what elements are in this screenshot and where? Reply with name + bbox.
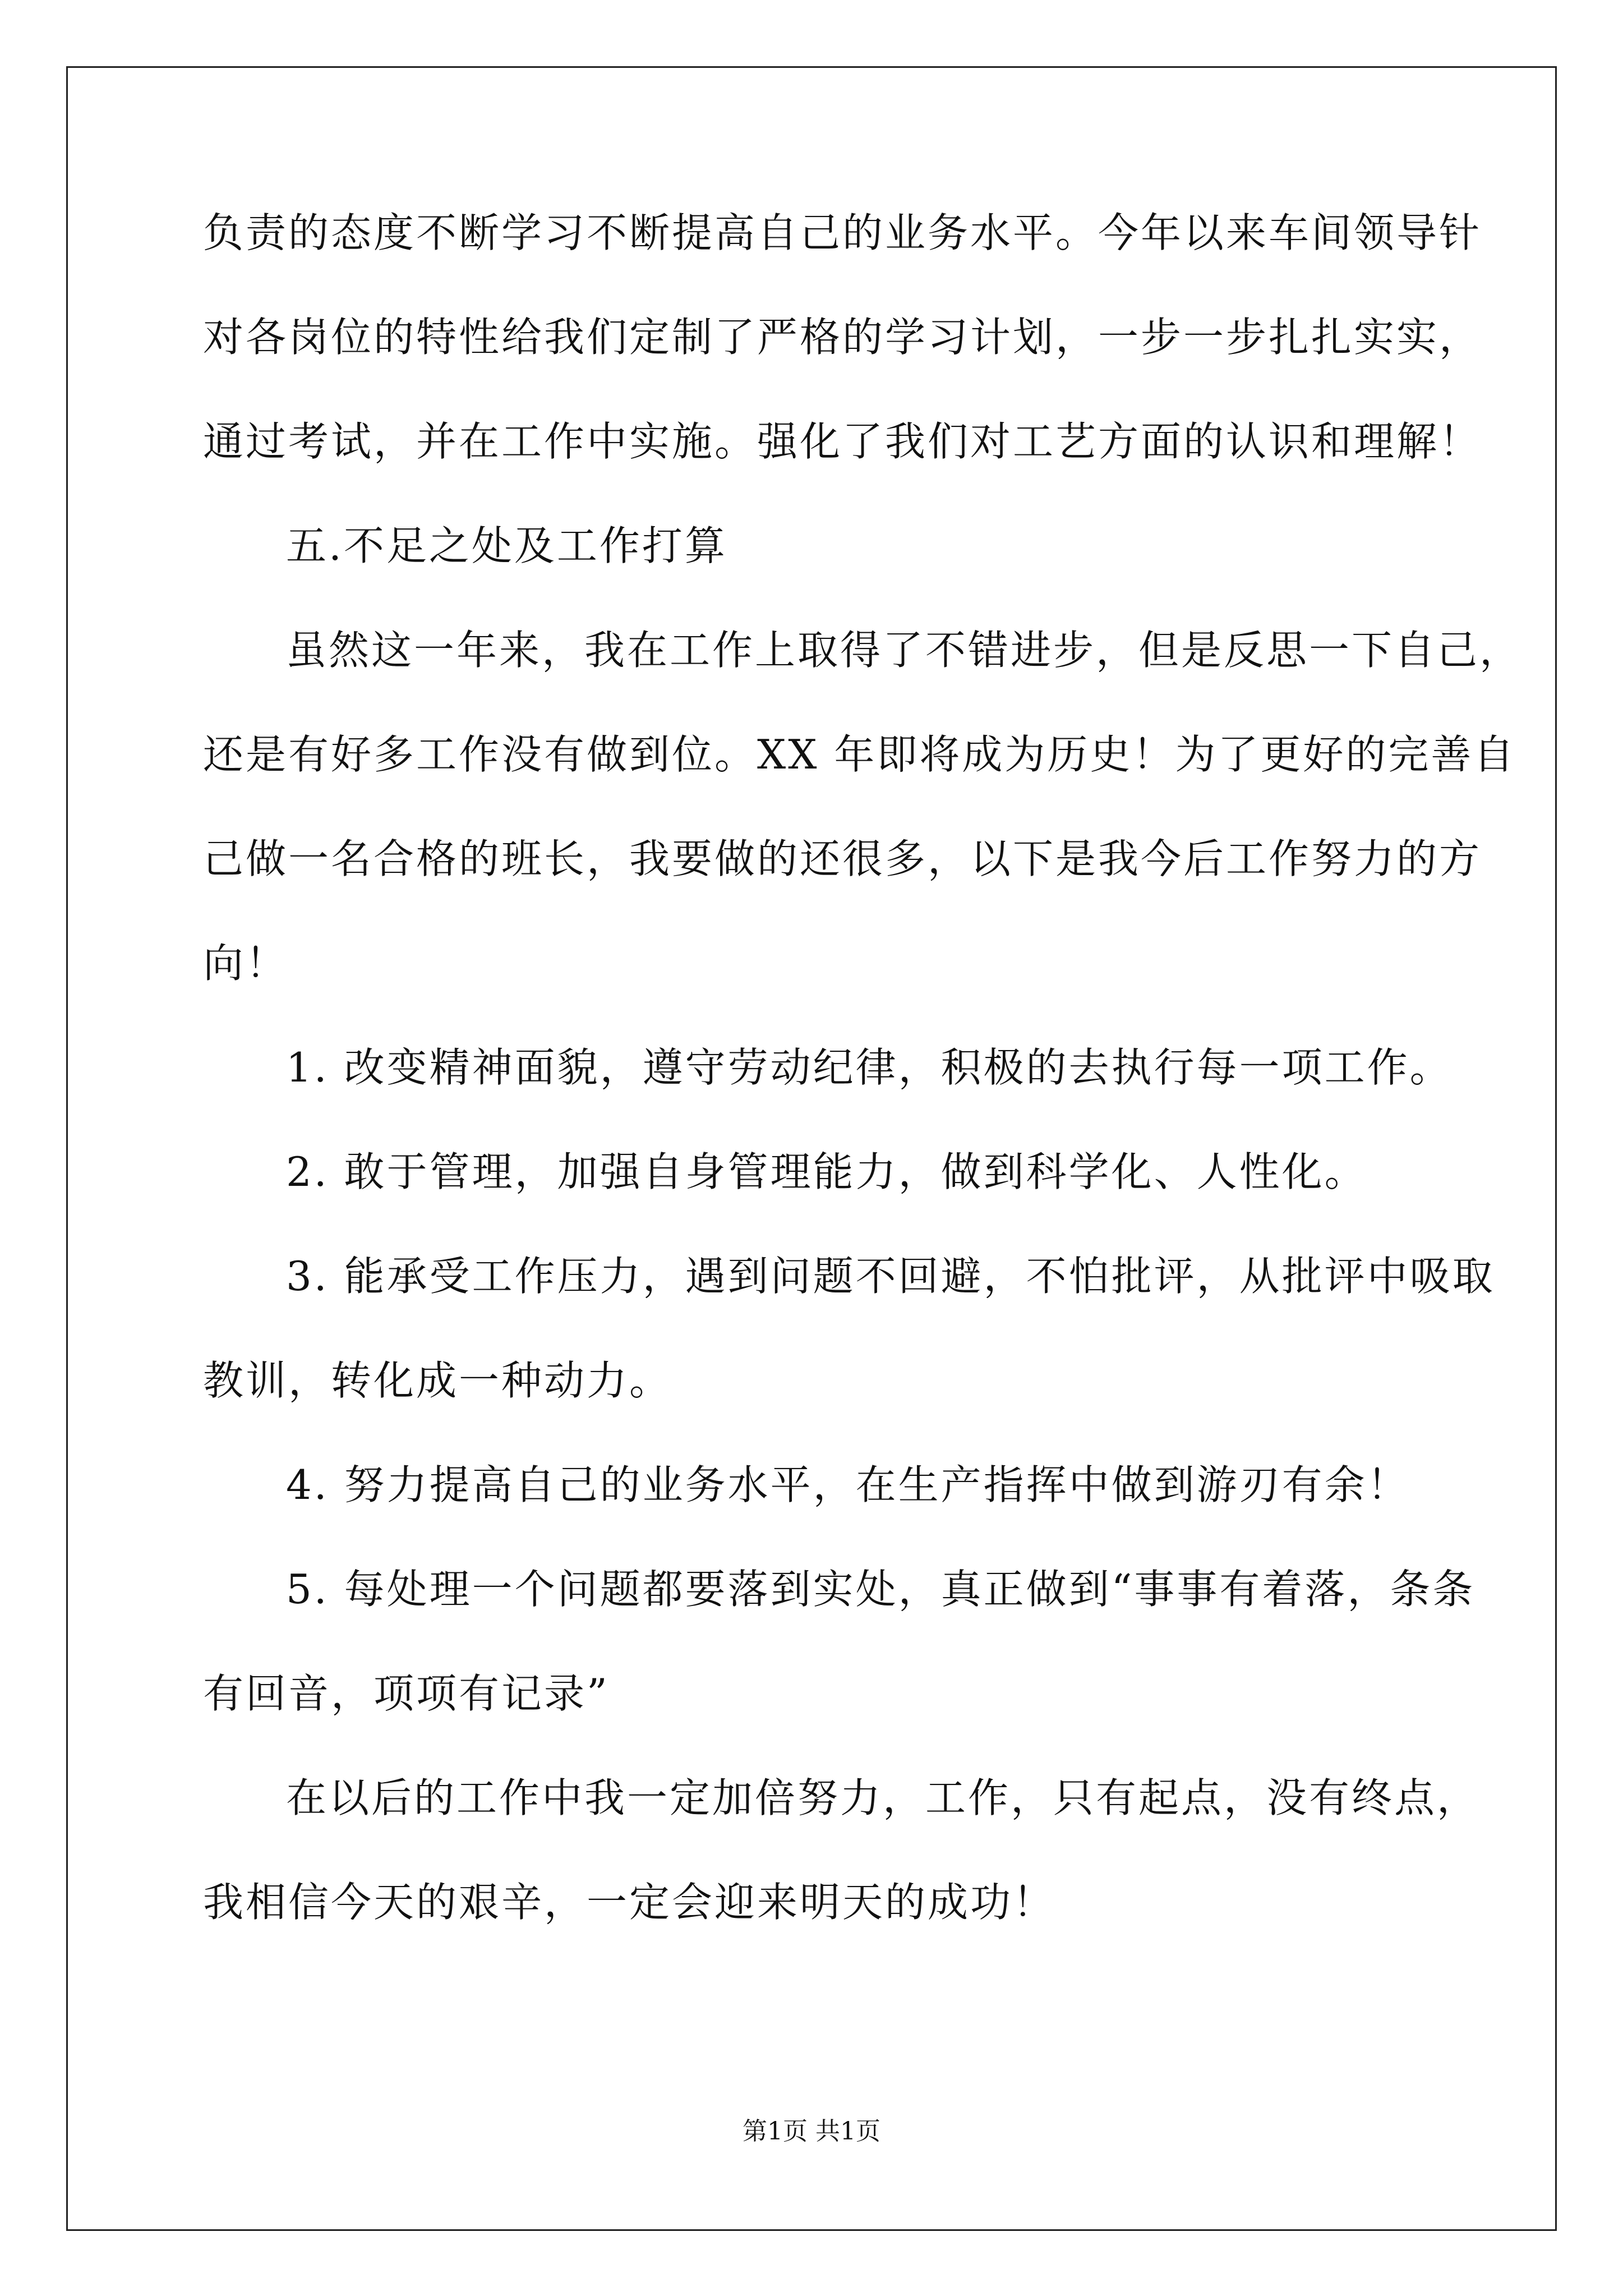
- section-heading: 五.不足之处及工作打算: [286, 522, 727, 569]
- list-item: 1. 改变精神面貌，遵守劳动纪律，积极的去执行每一项工作。: [286, 1044, 1453, 1091]
- page-footer: 第1页 共1页: [743, 2117, 880, 2146]
- text-line: 教训，转化成一种动力。: [203, 1357, 672, 1404]
- text-line: 通过考试，并在工作中实施。强化了我们对工艺方面的认识和理解！: [203, 418, 1482, 465]
- text-line: 在以后的工作中我一定加倍努力，工作，只有起点，没有终点，: [286, 1774, 1480, 1821]
- list-item: 3. 能承受工作压力，遇到问题不回避，不怕批评，从批评中吸取: [286, 1253, 1495, 1300]
- text-line: 向！: [203, 940, 289, 987]
- text-line: 己做一名合格的班长，我要做的还很多，以下是我今后工作努力的方: [203, 835, 1482, 882]
- list-item: 4. 努力提高自己的业务水平，在生产指挥中做到游刃有余！: [286, 1461, 1410, 1508]
- text-line: 有回音，项项有记录”: [203, 1670, 610, 1717]
- text-line: 我相信今天的艰辛，一定会迎来明天的成功！: [203, 1879, 1056, 1926]
- list-item: 5. 每处理一个问题都要落到实处，真正做到“事事有着落，条条: [286, 1566, 1476, 1613]
- text-line: 虽然这一年来，我在工作上取得了不错进步，但是反思一下自己，: [286, 627, 1523, 674]
- list-item: 2. 敢于管理，加强自身管理能力，做到科学化、人性化。: [286, 1148, 1367, 1195]
- text-line: 负责的态度不断学习不断提高自己的业务水平。今年以来车间领导针: [203, 209, 1482, 256]
- text-line: 还是有好多工作没有做到位。XX 年即将成为历史！为了更好的完善自: [203, 731, 1516, 778]
- text-line: 对各岗位的特性给我们定制了严格的学习计划，一步一步扎扎实实，: [203, 314, 1482, 361]
